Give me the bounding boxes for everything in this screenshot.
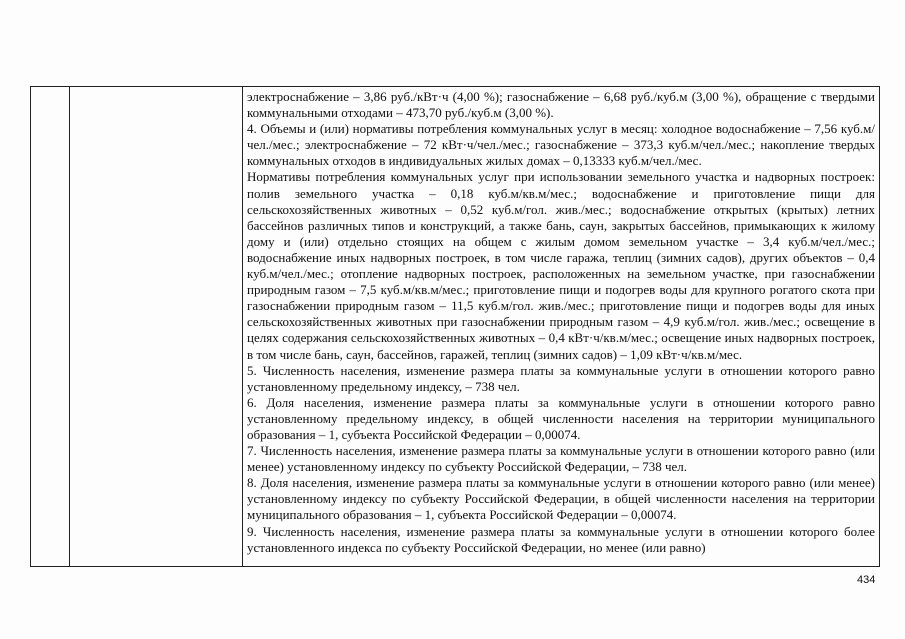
paragraph-item-6-population-share: 6. Доля населения, изменение размера платы за коммунальные услуги в отношении которого равно установленному предельному индексу, в общей численности населения на территории муниципального образования – 1, субъекта Российской Федерации – 0,00074. bbox=[247, 394, 875, 442]
paragraph-item-7-population: 7. Численность населения, изменение размера платы за коммунальные услуги в отношении которого равно (или менее) установленному индексу по субъекту Российской Федерации, – 738 чел. bbox=[247, 443, 875, 475]
table-column-divider-2 bbox=[242, 87, 243, 566]
paragraph-land-plot-norms: Нормативы потребления коммунальных услуг при использовании земельного участка и надворных построек: полив земельного участка – 0,18 куб.м/кв.м/мес.; водоснабжение и приготовление пищи для сельскохозяйственных животных – 0,52 куб.м/гол. жив./мес.; водоснабжение открытых (крытых) летних бассейнов различных типов и конструкций, а также бань, саун, закрытых бассейнов, примыкающих к жилому дому и (или) отдельно стоящих на общем с жилым домом земельном участке – 3,4 куб.м/чел./мес.; водоснабжение иных надворных построек, в том числе гаража, теплиц (зимних садов), других объектов – 0,4 куб.м/чел./мес.; отопление надворных построек, расположенных на земельном участке, при газоснабжении природным газом – 7,5 куб.м/кв.м/мес.; приготовление пищи и подогрев воды для крупного рогатого скота при газоснабжении природным газом – 11,5 куб.м/гол. жив./мес.; приготовление пищи и подогрев воды для иных сельскохозяйственных животных при газоснабжении природным газом – 4,9 куб.м/гол. жив./мес.; освещение в целях содержания сельскохозяйственных животных – 0,4 кВт·ч/кв.м/мес.; освещение иных надворных построек, в том числе бань, саун, бассейнов, гаражей, теплиц (зимних садов) – 1,09 кВт·ч/кв.м/мес. bbox=[247, 169, 875, 362]
document-table bbox=[30, 86, 880, 567]
paragraph-item-4-consumption-volumes: 4. Объемы и (или) нормативы потребления коммунальных услуг в месяц: холодное водоснабжение – 7,56 куб.м/чел./мес.; электроснабжение – 72 кВт·ч/чел./мес.; газоснабжение – 373,3 куб.м/чел./мес.; накопление твердых коммунальных отходов в индивидуальных жилых домах – 0,13333 куб.м/чел./мес. bbox=[247, 121, 875, 169]
paragraph-item-5-population: 5. Численность населения, изменение размера платы за коммунальные услуги в отношении которого равно установленному предельному индексу, – 738 чел. bbox=[247, 362, 875, 394]
paragraph-tariffs-continued: электроснабжение – 3,86 руб./кВт·ч (4,00 %); газоснабжение – 6,68 руб./куб.м (3,00 %), обращение с твердыми коммунальными отходами – 473,70 руб./куб.м (3,00 %). bbox=[247, 89, 875, 121]
table-cell-content bbox=[247, 89, 875, 556]
paragraph-item-8-population-share: 8. Доля населения, изменение размера платы за коммунальные услуги в отношении которого равно (или менее) установленному индексу по субъекту Российской Федерации, в общей численности населения на территории муниципального образования – 1, субъекта Российской Федерации – 0,00074. bbox=[247, 475, 875, 523]
table-column-divider-1 bbox=[69, 87, 70, 566]
page-number: 434 bbox=[857, 574, 876, 586]
paragraph-item-9-population: 9. Численность населения, изменение размера платы за коммунальные услуги в отношении которого более установленного индекса по субъекту Российской Федерации, но менее (или равно) bbox=[247, 523, 875, 555]
